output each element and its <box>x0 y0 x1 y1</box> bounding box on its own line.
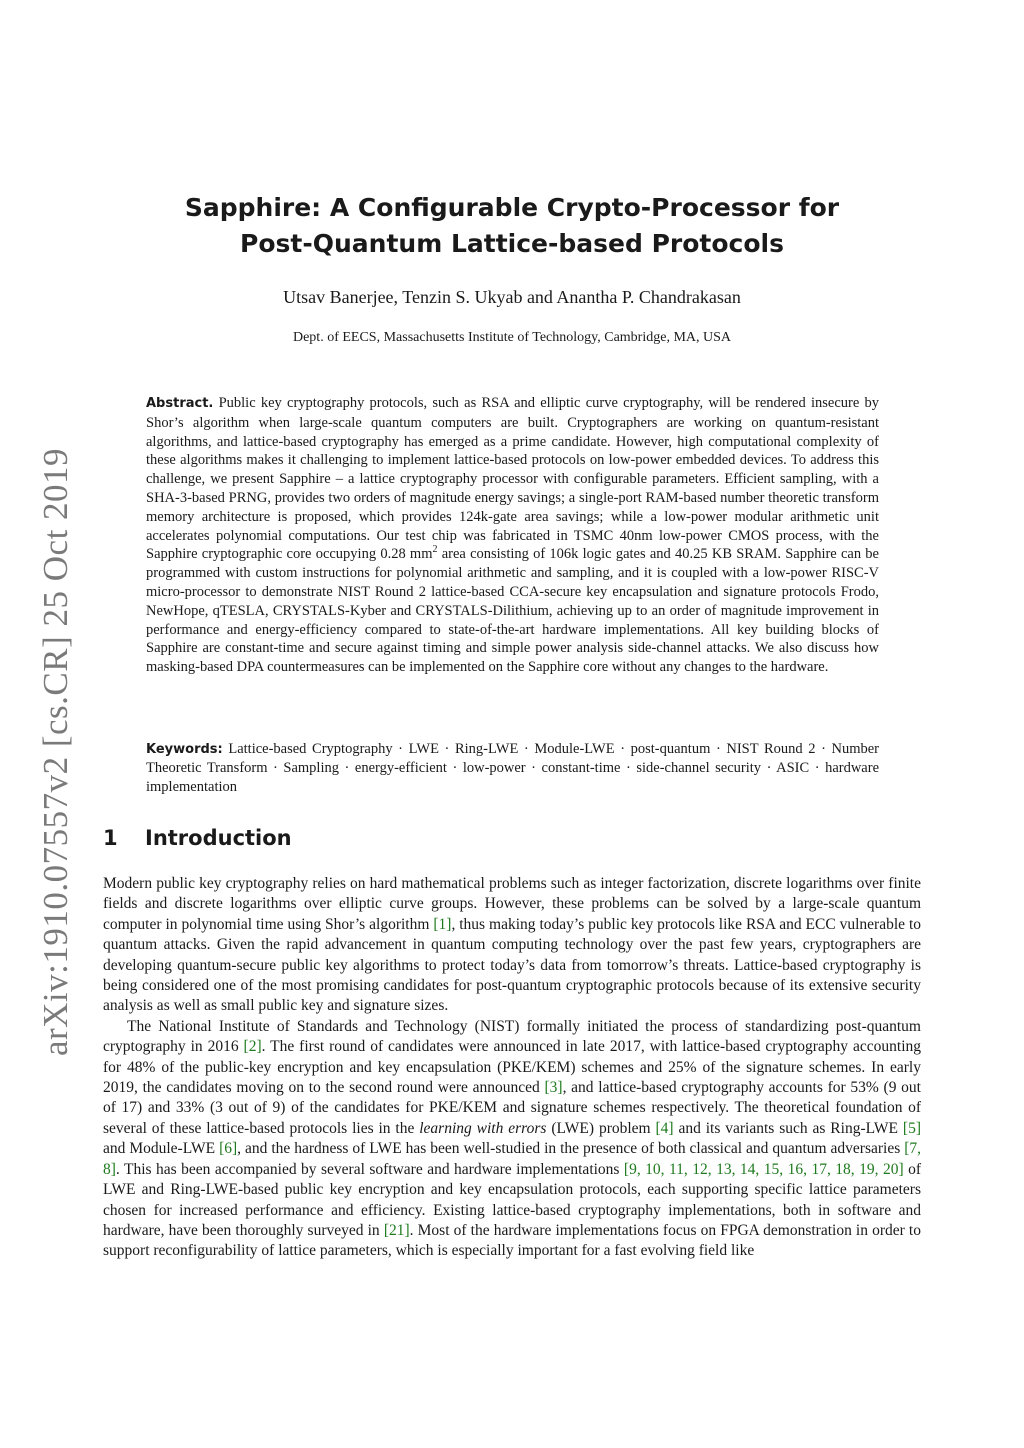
p2-text-c: , and lattice-based cryptography accounts for 53% (9 out of 17) and 33% (3 out of 9) of the candidates for PKE/KEM and signature schemes respectively. The theoretical foundation of several of these lattice-based protocols lies in the <box>103 1079 921 1137</box>
citation-link[interactable]: [4] <box>655 1119 674 1137</box>
title-line-1: Sapphire: A Configurable Crypto-Processor for <box>184 193 840 222</box>
citation-link[interactable]: [1] <box>433 915 452 933</box>
citation-link[interactable]: [2] <box>243 1038 262 1056</box>
p2-text-h: . This has been accompanied by several software and hardware implementations <box>115 1160 624 1178</box>
section-heading <box>103 826 292 850</box>
p2-text-a: The National Institute of Standards and Technology (NIST) formally initiated the process of standardizing post-quantum cryptography in 2016 <box>103 1017 921 1056</box>
citation-link[interactable]: [9, 10, 11, 12, 13, 14, 15, 16, 17, 18, 19, 20] <box>623 1160 904 1178</box>
citation-link[interactable]: [7, 8] <box>103 1140 921 1178</box>
p2-text-b: . The first round of candidates were announced in late 2017, with lattice-based cryptography accounting for 48% of the public-key encryption and key encapsulation (PKE/KEM) schemes and 25% of the signature schemes. In early 2019, the candidates moving on to the second round were announced <box>103 1038 922 1097</box>
p2-text-d: (LWE) problem <box>546 1119 656 1137</box>
p2-italic-term: learning with errors <box>419 1119 547 1137</box>
title-line-2: Post-Quantum Lattice-based Protocols <box>240 229 784 258</box>
abstract-text-a: Public key cryptography protocols, such as RSA and elliptic curve cryptography, will be rendered insecure by Shor’s algorithm when large-scale quantum computers are built. Cryptographers are working on quantum-resistant algorithms, and lattice-based cryptography has emerged as a prime candidate. However, high computational complexity of these algorithms makes it challenging to implement lattice-based protocols on low-power embedded devices. To address this challenge, we present Sapphire – a lattice cryptography processor with configurable parameters. Efficient sampling, with a SHA-3-based PRNG, provides two orders of magnitude energy savings; a single-port RAM-based number theoretic transform memory architecture is proposed, which provides 124k-gate area savings; while a low-power modular arithmetic unit accelerates polynomial computations. Our test chip was fabricated in TSMC 40nm low-power CMOS process, with the Sapphire cryptographic core occupying 0.28 mm <box>146 395 879 563</box>
citation-link[interactable]: [6] <box>219 1140 238 1158</box>
abstract <box>146 394 879 677</box>
abstract-text-b: area consisting of 106k logic gates and 40.25 KB SRAM. Sapphire can be programmed with custom instructions for polynomial arithmetic and sampling, and it is coupled with a low-power RISC-V micro-processor to demonstrate NIST Round 2 lattice-based CCA-secure key encapsulation and signature protocols Frodo, NewHope, qTESLA, CRYSTALS-Kyber and CRYSTALS-Dilithium, achieving up to an order of magnitude improvement in performance and energy-efficiency compared to state-of-the-art hardware implementations. All key building blocks of Sapphire are constant-time and secure against timing and simple power analysis side-channel attacks. We also discuss how masking-based DPA countermeasures can be implemented on the Sapphire core without any changes to the hardware. <box>146 546 879 676</box>
citation-link[interactable]: [21] <box>383 1221 410 1239</box>
abstract-superscript: 2 <box>432 544 438 556</box>
abstract-label: Abstract. <box>146 396 214 411</box>
citation-link[interactable]: [3] <box>544 1079 563 1097</box>
keywords-text: Lattice-based Cryptography · LWE · Ring-LWE · Module-LWE · post-quantum · NIST Round 2 · Number Theoretic Transform · Sampling · energy-efficient · low-power · constant-time · side-channel security · ASIC · hardware implementation <box>146 741 880 795</box>
arxiv-identifier: arXiv:1910.07557v2 [cs.CR] 25 Oct 2019 <box>36 447 75 1057</box>
paragraph-2 <box>103 1017 921 1262</box>
body-text <box>103 874 921 1262</box>
paper-title <box>150 190 874 262</box>
p2-text-j: . Most of the hardware implementations focus on FPGA demonstration in order to support reconfigurability of lattice parameters, which is especially important for a fast evolving field like <box>103 1221 921 1260</box>
authors: Utsav Banerjee, Tenzin S. Ukyab and Anantha P. Chandrakasan <box>283 287 741 307</box>
p2-text-i: of LWE and Ring-LWE-based public key encryption and key encapsulation protocols, each supporting specific lattice parameters chosen for increased performance and efficiency. Existing lattice-based cryptography implementations, both in software and hardware, have been thoroughly surveyed in <box>103 1160 921 1239</box>
citation-link[interactable]: [5] <box>902 1119 921 1137</box>
p1-text-a: Modern public key cryptography relies on hard mathematical problems such as integer factorization, discrete logarithms over finite fields and discrete logarithms over elliptic curve groups. However, these problems can be solved by a large-scale quantum computer in polynomial time using Shor’s algorithm <box>103 875 921 933</box>
keywords-label: Keywords: <box>146 742 223 757</box>
keywords <box>146 740 879 797</box>
p2-text-g: , and the hardness of LWE has been well-studied in the presence of both classical and quantum adversaries <box>237 1140 905 1158</box>
p1-text-b: , thus making today’s public key protocols like RSA and ECC vulnerable to quantum attacks. Given the rapid advancement in quantum computing technology over the past few years, cryptographers are developing quantum-secure public key algorithms to protect today’s data from tomorrow’s threats. Lattice-based cryptography is being considered one of the most promising candidates for post-quantum cryptographic protocols because of its extensive security analysis as well as small public key and signature sizes. <box>103 915 921 1015</box>
affiliation: Dept. of EECS, Massachusetts Institute of Technology, Cambridge, MA, USA <box>292 330 732 345</box>
section-number: 1 <box>103 826 118 850</box>
paragraph-1 <box>103 874 921 1017</box>
p2-text-f: and Module-LWE <box>103 1140 220 1158</box>
p2-text-e: and its variants such as Ring-LWE <box>673 1119 903 1137</box>
section-title: Introduction <box>145 826 292 850</box>
